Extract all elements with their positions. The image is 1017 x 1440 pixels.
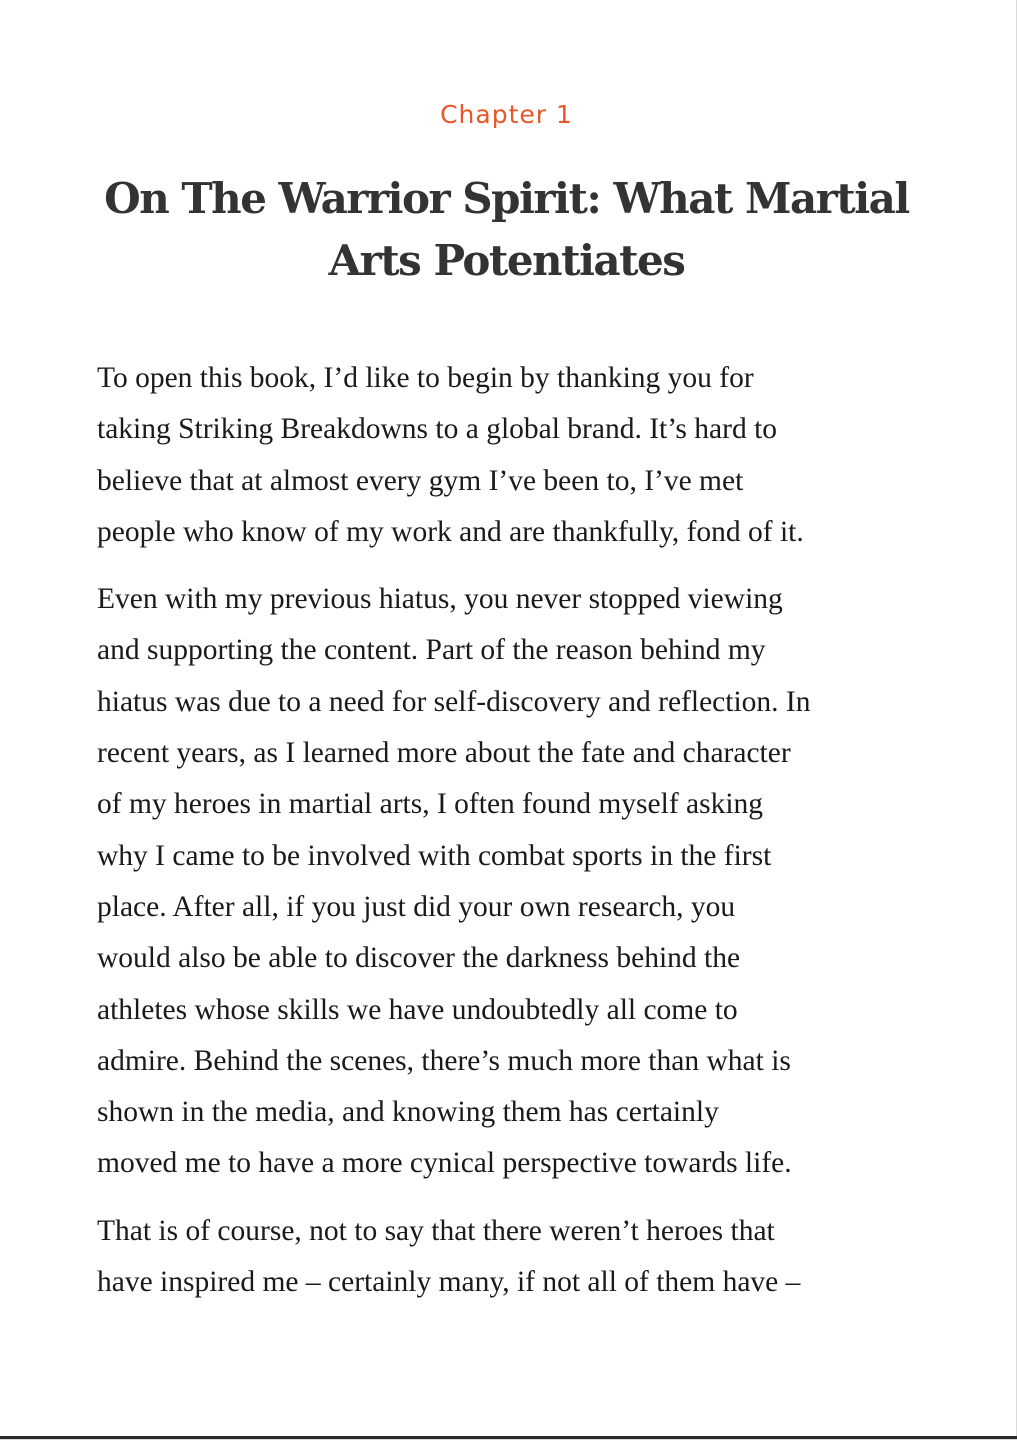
paragraph-1 [97, 353, 927, 558]
text-line: That is of course, not to say that there weren’t heroes that [97, 1214, 775, 1247]
chapter-title-line: Arts Potentiates [328, 236, 685, 285]
text-line: would also be able to discover the darkness behind the [97, 942, 741, 975]
body-text [97, 353, 927, 1324]
text-line: To open this book, I’d like to begin by thanking you for [97, 362, 754, 394]
page-bottom-border [0, 1436, 1017, 1439]
text-line: hiatus was due to a need for self-discovery and reflection. In [97, 685, 811, 718]
text-line: shown in the media, and knowing them has certainly [97, 1096, 719, 1129]
text-line: admire. Behind the scenes, there’s much more than what is [97, 1044, 791, 1077]
text-line: athletes whose skills we have undoubtedly all come to [97, 993, 738, 1026]
paragraph-2 [97, 574, 927, 1190]
text-line: why I came to be involved with combat sports in the first [97, 839, 772, 872]
text-line: of my heroes in martial arts, I often found myself asking [97, 788, 764, 821]
text-line: people who know of my work and are thankfully, fond of it. [97, 515, 804, 548]
text-line: and supporting the content. Part of the reason behind my [97, 634, 766, 667]
text-line: Even with my previous hiatus, you never stopped viewing [97, 583, 783, 616]
chapter-label: Chapter 1 [440, 100, 573, 129]
text-line: moved me to have a more cynical perspective towards life. [97, 1147, 792, 1180]
paragraph-3 [97, 1206, 927, 1309]
chapter-title-line: On The Warrior Spirit: What Martial [104, 174, 909, 223]
text-line: have inspired me – certainly many, if not all of them have – [97, 1266, 801, 1299]
text-line: place. After all, if you just did your own research, you [97, 890, 736, 923]
text-line: recent years, as I learned more about the fate and character [97, 737, 791, 770]
text-line: taking Striking Breakdowns to a global brand. It’s hard to [97, 413, 778, 446]
chapter-title [80, 168, 933, 292]
text-line: believe that at almost every gym I’ve been to, I’ve met [97, 464, 744, 497]
